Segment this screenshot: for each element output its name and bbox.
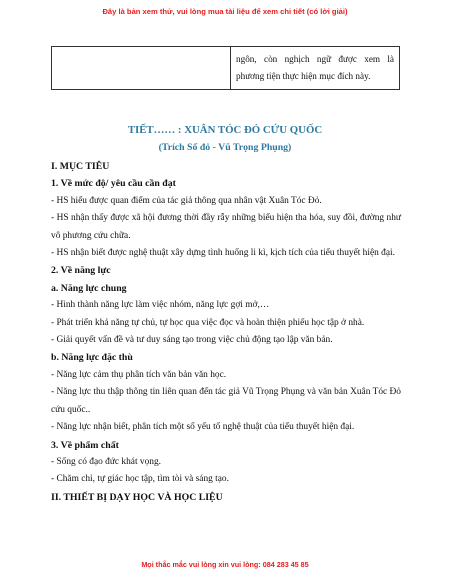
table-cell-empty — [52, 47, 231, 90]
paragraph: - Năng lực cảm thụ phân tích văn bản văn học. — [51, 369, 227, 380]
paragraph: - Giải quyết vấn đề và tư duy sáng tạo trong việc chủ động tạo lập văn bản. — [51, 335, 333, 346]
paragraph: - Hình thành năng lực làm việc nhóm, năng lực gợi mở,… — [51, 300, 270, 311]
table-cell-text: ngôn, còn nghịch ngữ được xem là phương tiện thực hiện mục đích này. — [231, 47, 400, 90]
paragraph: - Năng lực nhận biết, phân tích một số yếu tố nghệ thuật của tiểu thuyết hiện đại. — [51, 422, 355, 433]
paragraph: - HS nhận biết được nghệ thuật xây dựng tình huống li kì, kịch tích của tiểu thuyết hiện đại. — [51, 248, 395, 259]
subsection-heading: 3. Về phẩm chất — [51, 439, 119, 451]
contact-banner: Mọi thắc mắc vui lòng xin vui lòng: 084 283 45 85 — [141, 560, 309, 569]
paragraph: - HS nhận thấy được xã hội đương thời đầy rẫy những biểu hiện tha hóa, suy đồi, đường như vô phương cứu chữa. — [51, 213, 401, 241]
paragraph: - HS hiểu được quan điểm của tác giả thông qua nhân vật Xuân Tóc Đỏ. — [51, 195, 322, 206]
lesson-title: TIẾT…… : XUÂN TÓC ĐỎ CỨU QUỐC — [127, 124, 323, 136]
subsection-heading: 1. Về mức độ/ yêu cầu cần đạt — [51, 178, 176, 190]
subsection-heading: 2. Về năng lực — [51, 265, 111, 277]
section-heading: I. MỤC TIÊU — [51, 161, 110, 172]
lesson-body — [51, 158, 401, 506]
paragraph: - Chăm chỉ, tự giác học tập, tìm tòi và sáng tạo. — [51, 474, 229, 485]
content-table — [51, 46, 400, 90]
paragraph: - Phát triển khả năng tự chủ, tự học qua việc đọc và hoàn thiện phiếu học tập ở nhà. — [51, 317, 365, 328]
preview-banner: Đây là bản xem thử, vui lòng mua tài liệu để xem chi tiết (có lời giải) — [102, 7, 348, 16]
table-row — [52, 47, 400, 90]
subsection-heading: b. Năng lực đặc thù — [51, 352, 133, 364]
section-heading: II. THIẾT BỊ DẠY HỌC VÀ HỌC LIỆU — [51, 491, 223, 503]
paragraph: - Sống có đạo đức khát vọng. — [51, 456, 162, 467]
lesson-subtitle: (Trích Số đỏ - Vũ Trọng Phụng) — [158, 142, 292, 153]
paragraph: - Năng lực thu thập thông tin liên quan đến tác giả Vũ Trọng Phụng và văn bản Xuân Tóc Đỏ cứu quốc.. — [51, 387, 401, 415]
subsection-heading: a. Năng lực chung — [51, 282, 127, 294]
